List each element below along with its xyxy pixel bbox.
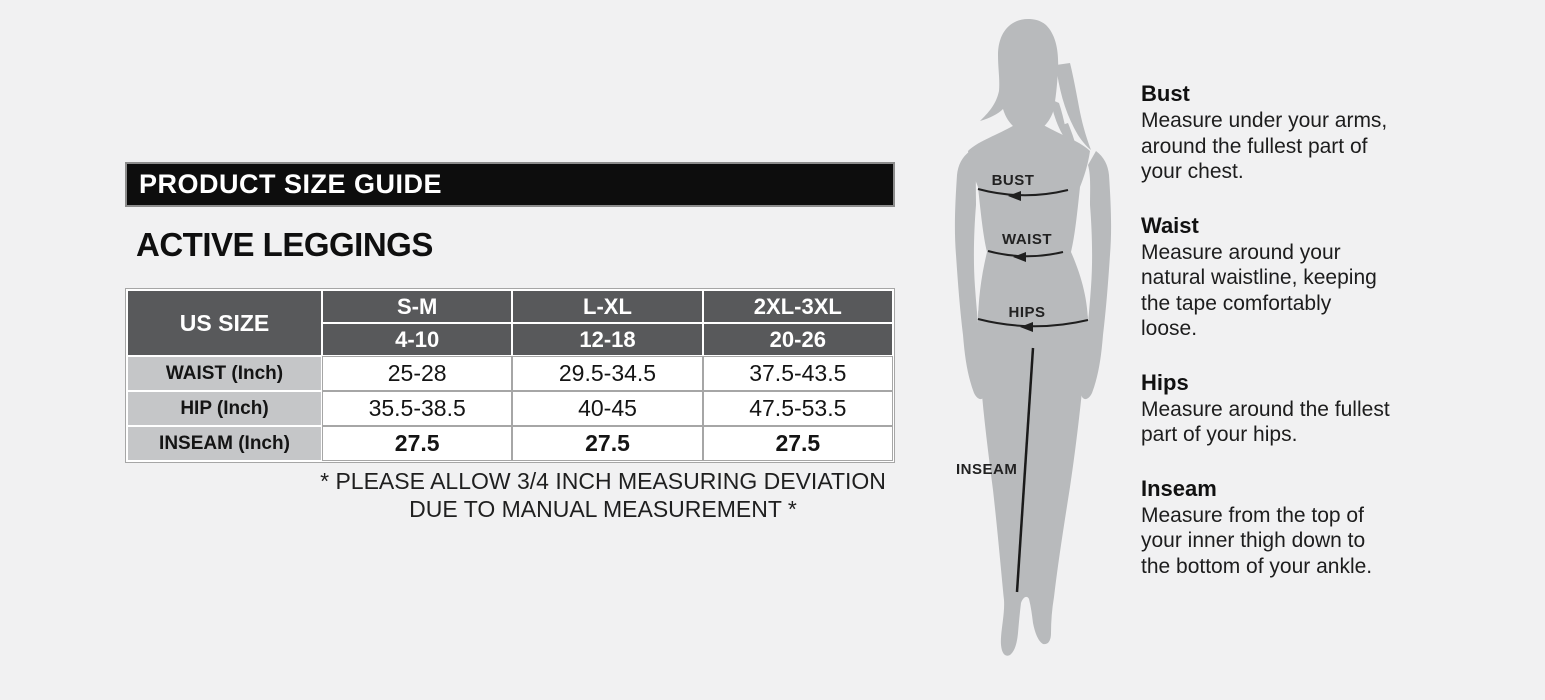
column-header-size: 2XL-3XL	[704, 291, 892, 322]
column-header-size: L-XL	[513, 291, 701, 322]
table-cell-waist-sm: 25-28	[323, 357, 511, 390]
page-title: PRODUCT SIZE GUIDE	[139, 169, 443, 199]
row-label-waist: WAIST (Inch)	[128, 357, 321, 390]
instruction-heading: Bust	[1141, 81, 1190, 106]
size-table	[125, 288, 895, 463]
footnote-line-2: DUE TO MANUAL MEASUREMENT *	[409, 495, 797, 522]
title-bar	[125, 162, 895, 207]
silhouette	[955, 19, 1111, 656]
instruction-text: Measure around your natural waistline, keeping the tape comfortably loose.	[1141, 240, 1377, 340]
table-cell-hip-sm: 35.5-38.5	[323, 392, 511, 425]
instruction-waist	[1141, 212, 1393, 342]
body-measurement-figure	[930, 15, 1130, 660]
table-cell-inseam-lxl: 27.5	[513, 427, 701, 460]
instruction-hips	[1141, 369, 1393, 448]
instruction-text: Measure around the fullest part of your hips.	[1141, 397, 1390, 446]
table-cell-inseam-sm: 27.5	[323, 427, 511, 460]
measurement-deviation-note	[308, 468, 898, 523]
product-name: ACTIVE LEGGINGS	[136, 226, 433, 263]
column-header-size: S-M	[323, 291, 511, 322]
column-header-us-size: 12-18	[513, 324, 701, 355]
row-label-hip: HIP (Inch)	[128, 392, 321, 425]
instruction-bust	[1141, 80, 1393, 185]
footnote-line-1: * PLEASE ALLOW 3/4 INCH MEASURING DEVIATION	[320, 468, 886, 494]
column-header-us-size: 20-26	[704, 324, 892, 355]
measuring-instructions	[1141, 80, 1393, 606]
instruction-text: Measure from the top of your inner thigh down to the bottom of your ankle.	[1141, 503, 1373, 578]
hips-label: HIPS	[1008, 304, 1046, 321]
female-silhouette-illustration	[930, 15, 1130, 660]
instruction-heading: Hips	[1141, 369, 1189, 395]
table-cell-waist-lxl: 29.5-34.5	[513, 357, 701, 390]
instruction-heading: Inseam	[1141, 475, 1217, 501]
waist-label: WAIST	[1002, 231, 1052, 248]
instruction-heading: Waist	[1141, 212, 1199, 238]
row-label-inseam: INSEAM (Inch)	[128, 427, 321, 460]
instruction-text: Measure under your arms, around the fullest part of your chest.	[1141, 109, 1388, 183]
bust-label: BUST	[991, 172, 1035, 189]
table-cell-hip-2xl3xl: 47.5-53.5	[704, 392, 892, 425]
table-cell-hip-lxl: 40-45	[513, 392, 701, 425]
column-header-us-size: 4-10	[323, 324, 511, 355]
table-cell-waist-2xl3xl: 37.5-43.5	[704, 357, 892, 390]
instruction-inseam	[1141, 475, 1393, 580]
table-corner-header: US SIZE	[128, 291, 321, 355]
table-cell-inseam-2xl3xl: 27.5	[704, 427, 892, 460]
inseam-label: INSEAM	[956, 461, 1018, 478]
